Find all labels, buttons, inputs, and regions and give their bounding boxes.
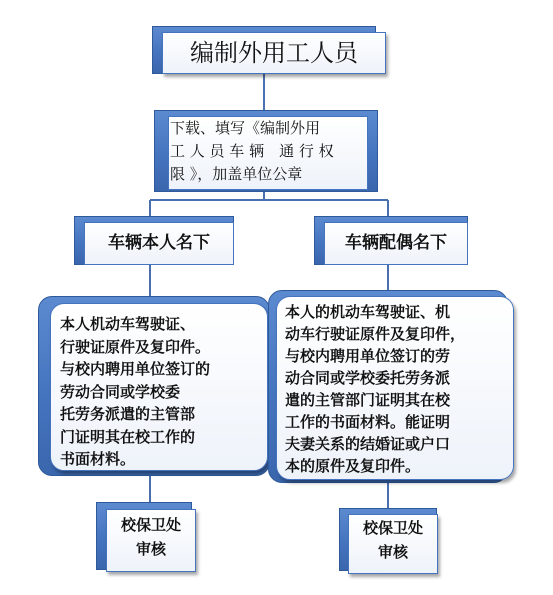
left-materials-line: 劳动合同或学校委	[60, 382, 181, 401]
left-result-line: 审核	[135, 540, 166, 558]
left-materials-line: 与校内聘用单位签订的	[60, 360, 211, 378]
right-materials-line: 本人的机动车驾驶证、机	[285, 303, 451, 321]
left-materials-line: 托劳务派遣的主管部	[60, 405, 196, 423]
right-materials-line: 与校内聘用单位签订的劳	[285, 347, 451, 365]
left-materials-line: 本人机动车驾驶证、	[60, 315, 196, 333]
left-branch-label: 车辆本人名下	[108, 233, 210, 253]
right-materials-line: 动车行驶证原件及复印件，	[285, 325, 466, 343]
step1-line: 下载、填写《编制外用	[170, 119, 321, 137]
right-materials-line: 动合同或学校委托劳务派	[285, 369, 451, 387]
right-materials-line: 工作的书面材料。能证明	[285, 413, 451, 431]
title-text: 编制外用工人员	[190, 39, 358, 67]
right-result-line: 校保卫处	[362, 519, 423, 537]
right-materials-line: 本的原件及复印件。	[285, 457, 421, 475]
right-materials-line: 夫妻关系的结婚证或户口	[285, 435, 451, 453]
step1-line: 工 人 员 车 辆 通 行 权	[170, 142, 334, 160]
left-materials-line: 门证明其在校工作的	[60, 427, 196, 446]
right-result-line: 审核	[377, 543, 408, 561]
left-result-line: 校保卫处	[120, 516, 181, 534]
left-materials-line: 行驶证原件及复印件。	[60, 337, 211, 356]
right-materials-line: 遣的主管部门证明其在校	[285, 391, 451, 409]
step1-line: 限 》，加盖单位公章	[170, 165, 303, 183]
left-materials-line: 书面材料。	[60, 450, 136, 468]
right-branch-label: 车辆配偶名下	[345, 233, 447, 253]
